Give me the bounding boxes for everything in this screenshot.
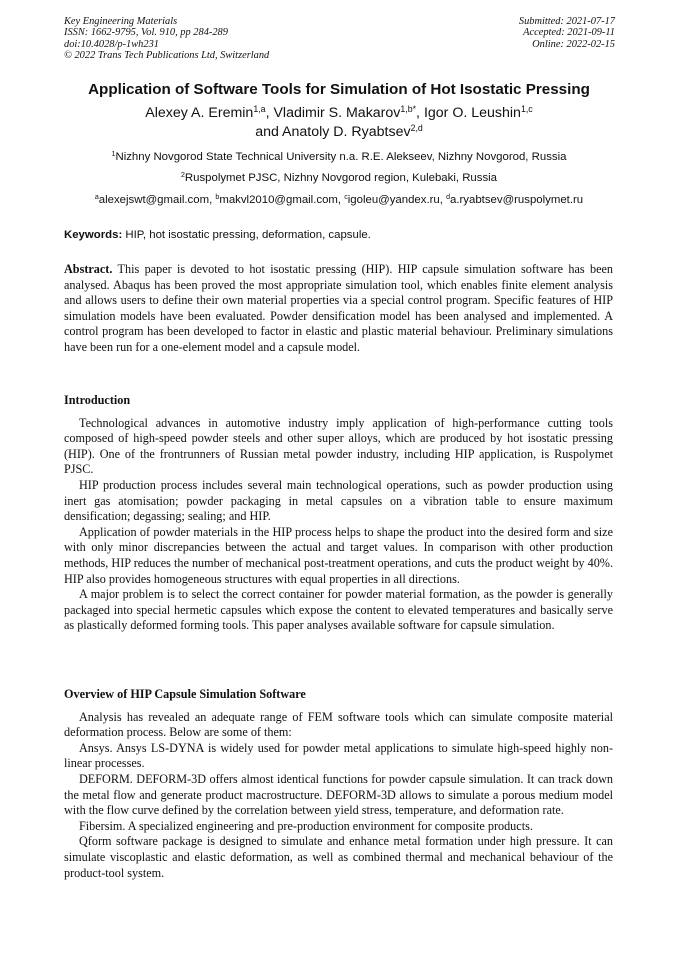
body-paragraph: Ansys. Ansys LS-DYNA is widely used for powder metal applications to simulate high-speed highly non-linear processes.: [64, 740, 613, 771]
abstract-label: Abstract.: [64, 262, 113, 276]
author-name: Vladimir S. Makarov: [273, 105, 401, 121]
author-superscript: 1,a: [253, 104, 266, 115]
author-line-1: [40, 104, 638, 123]
journal-info: [64, 16, 269, 62]
keywords-text: HIP, hot isostatic pressing, deformation, capsule.: [122, 229, 371, 241]
author-superscript: 1,c: [520, 104, 533, 115]
keywords-label: Keywords:: [64, 229, 123, 241]
email-address: a.ryabtsev@ruspolymet.ru: [450, 194, 584, 206]
author-separator: ,: [265, 105, 274, 121]
body-paragraph: Analysis has revealed an adequate range of FEM software tools which can simulate composite material deformation process. Below are some of them:: [64, 709, 613, 740]
overview-section: [64, 687, 613, 881]
affiliation-2: [40, 171, 638, 185]
body-paragraph: Fibersim. A specialized engineering and pre-production environment for composite products.: [79, 818, 533, 833]
email-list: [40, 193, 638, 207]
submitted-date: Submitted: 2021-07-17: [518, 16, 615, 27]
author-separator: ,: [416, 105, 424, 121]
accepted-date: Accepted: 2021-09-11: [523, 27, 615, 39]
email-address: makvl2010@gmail.com,: [219, 194, 345, 206]
author-line-2: [40, 123, 638, 142]
email-superscript: b: [215, 194, 220, 202]
email-superscript: d: [446, 194, 451, 202]
body-paragraph: Qform software package is designed to simulate and enhance metal formation under high pressure. It can simulate viscoplastic and elastic deformation, as well as combined thermal and mechanical behaviour of the product-tool system.: [64, 834, 613, 880]
author-name: Alexey A. Eremin: [145, 105, 254, 121]
online-date: Online: 2022-02-15: [532, 38, 615, 50]
copyright-line: © 2022 Trans Tech Publications Ltd, Switzerland: [64, 50, 270, 62]
body-paragraph: A major problem is to select the correct container for powder material formation, as the powder is generally packaged into special hermetic capsules which expose the content to elevated temperatures and basically serve as plastically deformed forming tools. This paper analyses available software for capsule simulation.: [64, 587, 613, 633]
paper-title: Application of Software Tools for Simulation of Hot Isostatic Pressing: [88, 81, 590, 98]
body-paragraph: HIP production process includes several main technological operations, such as powder production using inert gas atomisation; powder packaging in metal capsules on a vibration table to ensure maximum densification; degassing; sealing; and HIP.: [64, 477, 613, 524]
affiliation-superscript: 2: [180, 172, 185, 180]
author-name: and Anatoly D. Ryabtsev: [255, 124, 411, 140]
body-paragraph: Technological advances in automotive industry imply application of high-performance cutting tools composed of high-speed powder steels and other super alloys, which are produced by hot isostatic pressing (HIP). One of the frontrunners of Russian metal powder industry, including HIP application, is Ruspolymet PJSC.: [64, 415, 613, 477]
section-heading: Introduction: [64, 393, 131, 407]
introduction-section: [64, 393, 613, 634]
journal-name: Key Engineering Materials: [64, 16, 178, 27]
email-address: alexejswt@gmail.com,: [98, 194, 216, 206]
abstract: [64, 262, 613, 356]
body-paragraph: Application of powder materials in the HIP process helps to shape the product into the desired form and size with only minor discrepancies between the actual and target values. In comparison with other production methods, HIP reduces the number of mechanical post-treatment operations, and cuts the product weight by 40%. HIP also provides homogeneous structures with equal properties in all directions.: [64, 524, 613, 586]
affiliation-superscript: 1: [111, 151, 116, 159]
section-heading: Overview of HIP Capsule Simulation Software: [64, 687, 306, 701]
email-address: igoleu@yandex.ru,: [347, 194, 447, 206]
author-superscript: 1,b*: [400, 104, 417, 115]
author-superscript: 2,d: [410, 123, 423, 134]
author-name: Igor O. Leushin: [423, 105, 521, 121]
publication-dates: [519, 16, 615, 50]
abstract-text: This paper is devoted to hot isostatic pressing (HIP). HIP capsule simulation software has been analysed. Abaqus has been proved the most appropriate simulation tool, which enables finite element analysis and allows users to define their own material properties via a special control program. Specific features of HIP simulation models have been evaluated. Powder densification model has been analysed and implemented. A control program has been developed to factor in elastic and plastic material behaviour. Preliminary simulations have been run for a one-element model and a capsule model.: [64, 262, 613, 354]
keywords: [64, 228, 371, 242]
email-superscript: c: [344, 194, 348, 202]
issn-line: ISSN: 1662-9795, Vol. 910, pp 284-289: [64, 27, 228, 39]
affiliation-1: [40, 150, 638, 164]
affiliation-text: Ruspolymet PJSC, Nizhny Novgorod region, Kulebaki, Russia: [184, 172, 498, 184]
body-paragraph: DEFORM. DEFORM-3D offers almost identical functions for powder capsule simulation. It can track down the metal flow and generate product macrostructure. DEFORM-3D allows to simulate a porous medium model with the flow curve defined by the correlation between yield stress, temperature, and deformation rate.: [64, 771, 613, 818]
email-superscript: a: [94, 194, 99, 202]
author-list: [40, 104, 638, 142]
abstract-paragraph: [64, 262, 613, 356]
affiliation-text: Nizhny Novgorod State Technical University n.a. R.E. Alekseev, Nizhny Novgorod, Russia: [115, 151, 567, 163]
doi-line: doi:10.4028/p-1wh231: [64, 38, 159, 50]
